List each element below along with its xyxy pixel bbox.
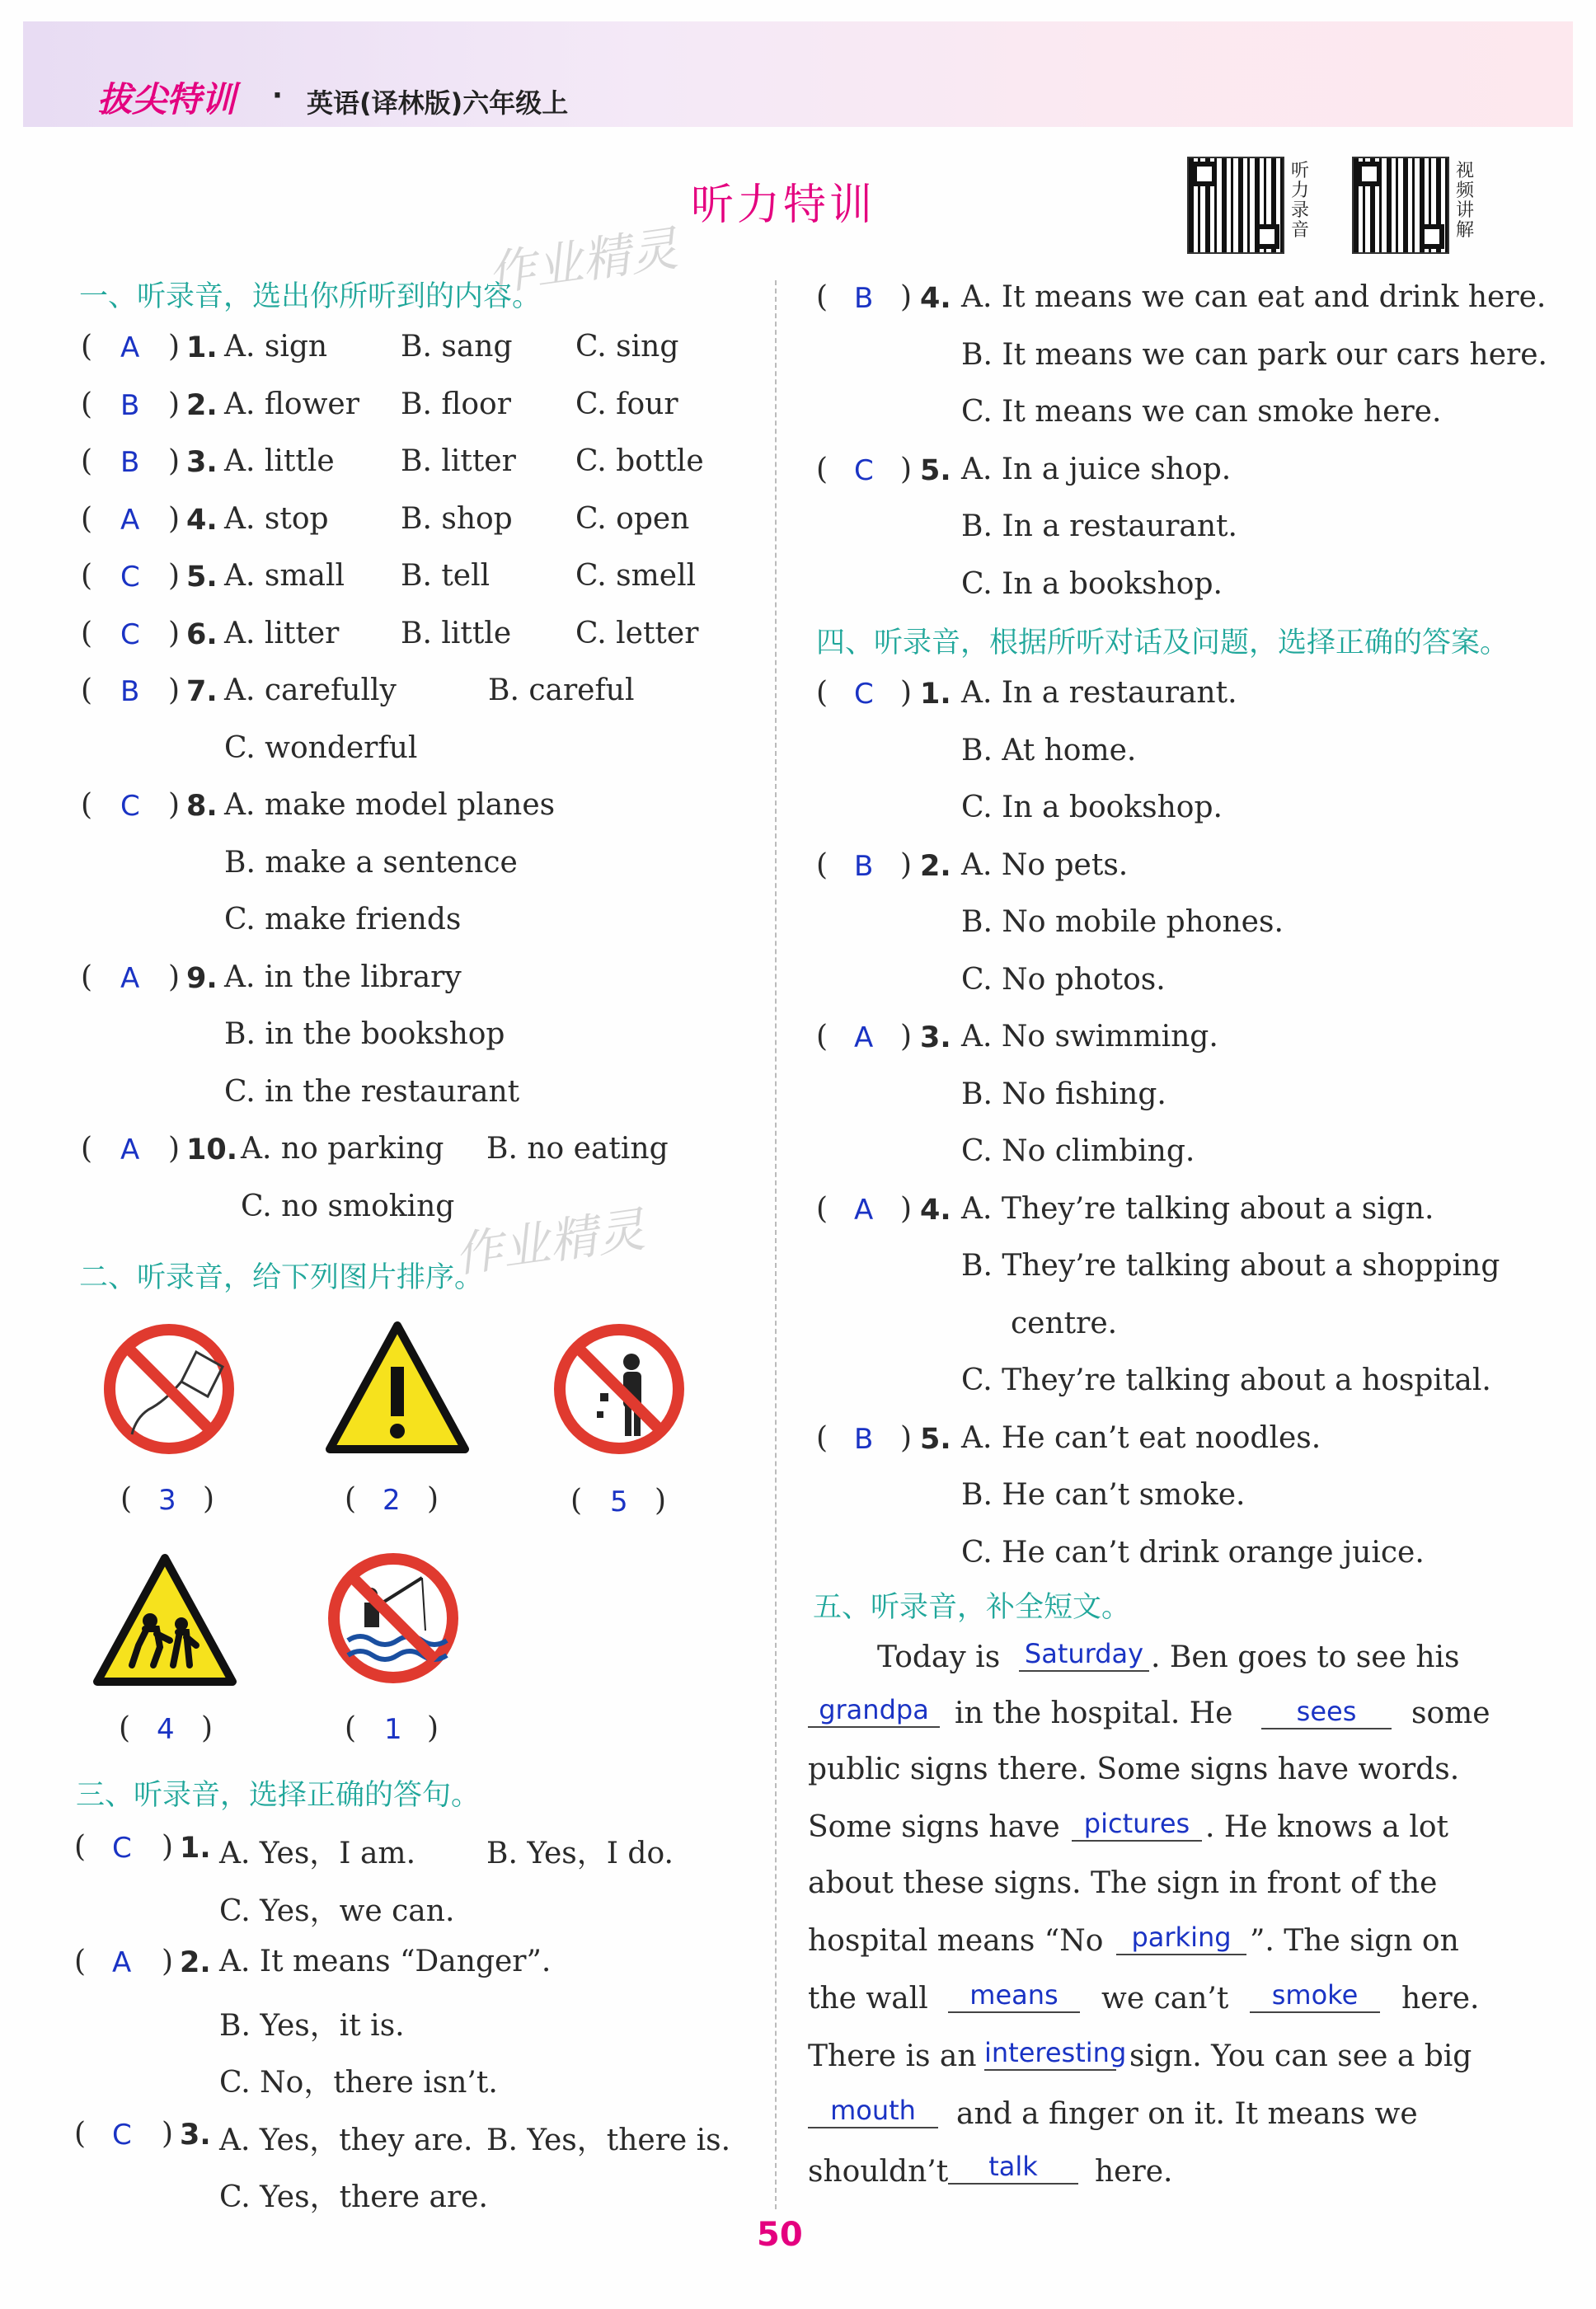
answer-choice[interactable]: A bbox=[112, 1946, 132, 1979]
option-text: centre. bbox=[1011, 1306, 1118, 1340]
answer-choice[interactable]: B bbox=[854, 282, 874, 315]
answer-text[interactable]: 5 bbox=[610, 1485, 628, 1518]
option-text: B. in the bookshop bbox=[224, 1017, 505, 1051]
option-text: C. bottle bbox=[575, 444, 704, 478]
passage-text: Today is bbox=[877, 1640, 1001, 1674]
watermark: 作业精灵 bbox=[451, 1201, 649, 1284]
passage-text: sign. You can see a big bbox=[1129, 2039, 1472, 2073]
paren: ( bbox=[816, 1020, 829, 1054]
paren: ) bbox=[168, 501, 181, 536]
answer-choice[interactable]: C bbox=[112, 2118, 132, 2152]
paren: ) bbox=[168, 673, 181, 707]
passage-text: some bbox=[1411, 1697, 1490, 1730]
blank-10[interactable]: talk bbox=[948, 2150, 1078, 2185]
question-number: 1. bbox=[920, 678, 951, 711]
paren: ( bbox=[816, 280, 829, 314]
option-text: B. Yes，it is. bbox=[219, 2008, 405, 2043]
answer-choice[interactable]: B bbox=[120, 388, 140, 422]
question-number: 2. bbox=[920, 849, 951, 883]
passage-text: hospital means “No bbox=[808, 1924, 1104, 1958]
option-text: A. In a juice shop. bbox=[961, 452, 1232, 486]
option-text: B. little bbox=[401, 616, 512, 650]
qr-code-audio-icon[interactable] bbox=[1187, 157, 1284, 254]
qr-label-video: 视频讲解 bbox=[1455, 161, 1474, 241]
option-text: C. It means we can smoke here. bbox=[961, 395, 1442, 429]
paren: ) bbox=[900, 1020, 913, 1054]
paren: ( bbox=[81, 387, 93, 421]
paren: ( bbox=[74, 1945, 87, 1978]
option-text: B. litter bbox=[401, 444, 516, 478]
option-text: C. make friends bbox=[224, 903, 462, 936]
danger-warning-sign-icon bbox=[323, 1317, 472, 1457]
answer-choice[interactable]: B bbox=[854, 849, 874, 883]
page-number: 50 bbox=[757, 2216, 803, 2254]
option-text: B. no eating bbox=[486, 1132, 669, 1166]
paren: ( bbox=[81, 960, 93, 994]
option-text: C. open bbox=[575, 501, 690, 536]
passage-text: ”. The sign on bbox=[1250, 1924, 1459, 1958]
paren: ( bbox=[816, 1420, 829, 1455]
option-text: C. In a bookshop. bbox=[961, 791, 1223, 824]
question-number: 5. bbox=[920, 453, 951, 487]
option-text: C. wonderful bbox=[224, 730, 418, 765]
header-dot: · bbox=[272, 79, 283, 112]
paren: ) bbox=[900, 847, 913, 882]
option-text: C. He can’t drink orange juice. bbox=[961, 1535, 1425, 1570]
passage-text: There is an bbox=[808, 2039, 977, 2073]
answer-choice[interactable]: C bbox=[854, 453, 874, 487]
question-number: 2. bbox=[180, 1946, 211, 1979]
option-text: C. no smoking bbox=[241, 1189, 455, 1223]
blank-4[interactable]: pictures bbox=[1072, 1807, 1202, 1842]
option-text: C. No，there isn’t. bbox=[219, 2066, 498, 2100]
question-number: 6. bbox=[186, 617, 218, 651]
paren: ( bbox=[81, 444, 93, 478]
paren: ) bbox=[427, 1711, 439, 1745]
paren: ) bbox=[168, 330, 181, 364]
answer-text[interactable]: 3 bbox=[158, 1484, 176, 1517]
paren: ) bbox=[168, 1132, 181, 1166]
no-littering-sign-icon bbox=[549, 1319, 689, 1459]
paren: ( bbox=[816, 676, 829, 710]
option-text: B. It means we can park our cars here. bbox=[961, 337, 1547, 372]
answer-choice[interactable]: B bbox=[120, 446, 140, 479]
paren: ( bbox=[816, 1191, 829, 1226]
paren: ) bbox=[900, 676, 913, 710]
paren: ) bbox=[162, 2116, 174, 2151]
option-text: B. Yes，I do. bbox=[486, 1837, 674, 1870]
paren: ) bbox=[168, 616, 181, 650]
answer-choice[interactable]: A bbox=[120, 1133, 140, 1166]
paren: ) bbox=[201, 1711, 214, 1745]
paren: ( bbox=[81, 501, 93, 536]
question-number: 5. bbox=[920, 1422, 951, 1456]
qr-label-audio: 听力录音 bbox=[1290, 161, 1309, 241]
paren: ( bbox=[570, 1484, 583, 1518]
option-text: C. No photos. bbox=[961, 962, 1166, 997]
passage-text: in the hospital. He bbox=[955, 1697, 1233, 1730]
passage-text: . He knows a lot bbox=[1205, 1810, 1448, 1844]
paren: ) bbox=[168, 559, 181, 593]
paren: ( bbox=[81, 616, 93, 650]
answer-choice[interactable]: A bbox=[854, 1021, 874, 1054]
option-text: B. He can’t smoke. bbox=[961, 1478, 1246, 1512]
option-text: B. make a sentence bbox=[224, 845, 518, 880]
option-text: B. shop bbox=[401, 501, 513, 536]
paren: ( bbox=[81, 559, 93, 593]
option-text: A. It means “Danger”. bbox=[219, 1945, 552, 1978]
option-text: C. sing bbox=[575, 330, 679, 364]
question-number: 10. bbox=[186, 1133, 238, 1166]
passage-text: Some signs have bbox=[808, 1810, 1060, 1844]
paren: ( bbox=[81, 1132, 93, 1166]
passage-text: the wall bbox=[808, 1982, 928, 2016]
question-number: 3. bbox=[186, 446, 218, 479]
paren: ( bbox=[119, 1711, 131, 1745]
section-title: 二、听录音，给下列图片排序。 bbox=[79, 1261, 484, 1294]
option-text: B. floor bbox=[401, 387, 511, 421]
blank-8[interactable]: interesting bbox=[984, 2036, 1116, 2071]
paren: ( bbox=[816, 847, 829, 882]
paren: ) bbox=[900, 452, 913, 486]
paren: ) bbox=[162, 1945, 174, 1978]
blank-7[interactable]: smoke bbox=[1250, 1978, 1380, 2013]
option-text: A. in the library bbox=[224, 960, 462, 994]
blank-3[interactable]: sees bbox=[1261, 1695, 1392, 1729]
no-kite-flying-sign-icon bbox=[99, 1319, 239, 1459]
page-title: 听力特训 bbox=[691, 181, 876, 230]
blank-2[interactable]: grandpa bbox=[808, 1693, 940, 1728]
paren: ( bbox=[81, 330, 93, 364]
subject-label: 英语(译林版)六年级上 bbox=[307, 87, 569, 119]
option-text: C. They’re talking about a hospital. bbox=[961, 1363, 1491, 1397]
section-title: 四、听录音，根据所听对话及问题，选择正确的答案。 bbox=[816, 627, 1509, 659]
option-text: B. careful bbox=[488, 673, 635, 707]
paren: ) bbox=[900, 280, 913, 314]
question-number: 5. bbox=[186, 561, 218, 594]
column-divider bbox=[775, 280, 777, 2209]
section-title: 一、听录音，选出你所听到的内容。 bbox=[79, 280, 542, 313]
option-text: A. No swimming. bbox=[961, 1020, 1218, 1054]
question-number: 3. bbox=[180, 2118, 211, 2152]
option-text: C. Yes，we can. bbox=[219, 1894, 455, 1928]
option-text: A. make model planes bbox=[224, 788, 556, 822]
paren: ) bbox=[655, 1484, 667, 1518]
brand-logo: 拔尖特训 bbox=[97, 79, 237, 120]
blank-1[interactable]: Saturday bbox=[1019, 1637, 1149, 1672]
passage-text: here. bbox=[1401, 1982, 1480, 2016]
option-text: B. sang bbox=[401, 330, 513, 364]
option-text: C. In a bookshop. bbox=[961, 566, 1223, 601]
paren: ) bbox=[168, 788, 181, 822]
option-text: A. flower bbox=[224, 387, 359, 421]
passage-text: . Ben goes to see his bbox=[1151, 1640, 1460, 1674]
question-number: 2. bbox=[186, 388, 218, 422]
answer-choice[interactable]: C bbox=[120, 617, 140, 651]
option-text: B. tell bbox=[401, 559, 491, 593]
paren: ( bbox=[120, 1482, 133, 1516]
answer-choice[interactable]: A bbox=[120, 961, 140, 995]
blank-6[interactable]: means bbox=[948, 1978, 1080, 2013]
question-number: 3. bbox=[920, 1021, 951, 1054]
option-text: A. No pets. bbox=[961, 847, 1129, 882]
answer-choice[interactable]: C bbox=[120, 790, 140, 823]
paren: ) bbox=[168, 960, 181, 994]
option-text: A. They’re talking about a sign. bbox=[961, 1191, 1434, 1226]
option-text: B. Yes，there is. bbox=[486, 2123, 731, 2157]
watermark: 作业精灵 bbox=[484, 220, 682, 303]
answer-choice[interactable]: C bbox=[112, 1832, 132, 1865]
paren: ) bbox=[427, 1482, 439, 1516]
option-text: A. sign bbox=[224, 330, 328, 364]
question-number: 1. bbox=[180, 1832, 211, 1865]
answer-text[interactable]: 2 bbox=[383, 1484, 401, 1517]
passage-text: here. bbox=[1095, 2155, 1173, 2189]
paren: ( bbox=[74, 2116, 87, 2151]
answer-choice[interactable]: A bbox=[120, 503, 140, 537]
no-fishing-sign-icon bbox=[323, 1548, 463, 1688]
option-text: A. carefully bbox=[224, 673, 397, 707]
paren: ) bbox=[168, 387, 181, 421]
paren: ( bbox=[81, 673, 93, 707]
answer-choice[interactable]: A bbox=[854, 1193, 874, 1227]
section-title: 五、听录音，补全短文。 bbox=[813, 1591, 1131, 1624]
option-text: C. letter bbox=[575, 616, 699, 650]
question-number: 9. bbox=[186, 961, 218, 995]
answer-text[interactable]: 4 bbox=[157, 1713, 175, 1746]
question-number: 4. bbox=[920, 282, 951, 315]
passage-text: and a finger on it. It means we bbox=[956, 2097, 1418, 2131]
question-number: 8. bbox=[186, 790, 218, 823]
paren: ) bbox=[162, 1830, 174, 1864]
option-text: B. In a restaurant. bbox=[961, 509, 1237, 543]
option-text: A. In a restaurant. bbox=[961, 676, 1237, 710]
answer-text[interactable]: 1 bbox=[384, 1713, 402, 1746]
paren: ) bbox=[168, 444, 181, 478]
option-text: A. Yes，they are. bbox=[219, 2123, 473, 2157]
option-text: C. in the restaurant bbox=[224, 1074, 520, 1109]
passage-text: we can’t bbox=[1101, 1982, 1229, 2016]
option-text: A. litter bbox=[224, 616, 340, 650]
question-number: 7. bbox=[186, 675, 218, 708]
option-text: C. Yes，there are. bbox=[219, 2180, 488, 2214]
passage-text: shouldn’t bbox=[808, 2155, 949, 2189]
option-text: A. small bbox=[224, 559, 345, 593]
question-number: 4. bbox=[920, 1193, 951, 1227]
question-number: 1. bbox=[186, 331, 218, 364]
option-text: A. little bbox=[224, 444, 335, 478]
option-text: B. They’re talking about a shopping bbox=[961, 1249, 1500, 1283]
answer-choice[interactable]: B bbox=[854, 1422, 874, 1456]
option-text: B. No fishing. bbox=[961, 1077, 1166, 1111]
answer-choice[interactable]: C bbox=[120, 561, 140, 594]
qr-code-video-icon[interactable] bbox=[1352, 157, 1449, 254]
blank-5[interactable]: parking bbox=[1116, 1921, 1246, 1955]
option-text: B. At home. bbox=[961, 733, 1137, 767]
passage-text: public signs there. Some signs have words. bbox=[808, 1753, 1460, 1786]
answer-choice[interactable]: B bbox=[120, 675, 140, 708]
option-text: A. no parking bbox=[241, 1132, 444, 1166]
paren: ) bbox=[203, 1482, 215, 1516]
passage-text: about these signs. The sign in front of the bbox=[808, 1866, 1438, 1900]
option-text: A. He can’t eat noodles. bbox=[961, 1420, 1321, 1455]
paren: ) bbox=[900, 1191, 913, 1226]
paren: ( bbox=[345, 1711, 357, 1745]
section-title: 三、听录音，选择正确的答句。 bbox=[76, 1779, 481, 1812]
paren: ( bbox=[74, 1830, 87, 1864]
option-text: A. stop bbox=[224, 501, 329, 536]
paren: ( bbox=[345, 1482, 357, 1516]
header-banner bbox=[23, 21, 1573, 127]
option-text: C. four bbox=[575, 387, 678, 421]
paren: ( bbox=[81, 788, 93, 822]
option-text: A. It means we can eat and drink here. bbox=[961, 280, 1547, 314]
option-text: C. smell bbox=[575, 559, 697, 593]
option-text: C. No climbing. bbox=[961, 1134, 1195, 1168]
children-crossing-sign-icon bbox=[91, 1550, 239, 1690]
paren: ) bbox=[900, 1420, 913, 1455]
blank-9[interactable]: mouth bbox=[808, 2094, 938, 2128]
paren: ( bbox=[816, 452, 829, 486]
option-text: B. No mobile phones. bbox=[961, 905, 1284, 939]
question-number: 4. bbox=[186, 503, 218, 537]
answer-choice[interactable]: C bbox=[854, 678, 874, 711]
answer-choice[interactable]: A bbox=[120, 331, 140, 364]
option-text: A. Yes，I am. bbox=[219, 1837, 416, 1870]
